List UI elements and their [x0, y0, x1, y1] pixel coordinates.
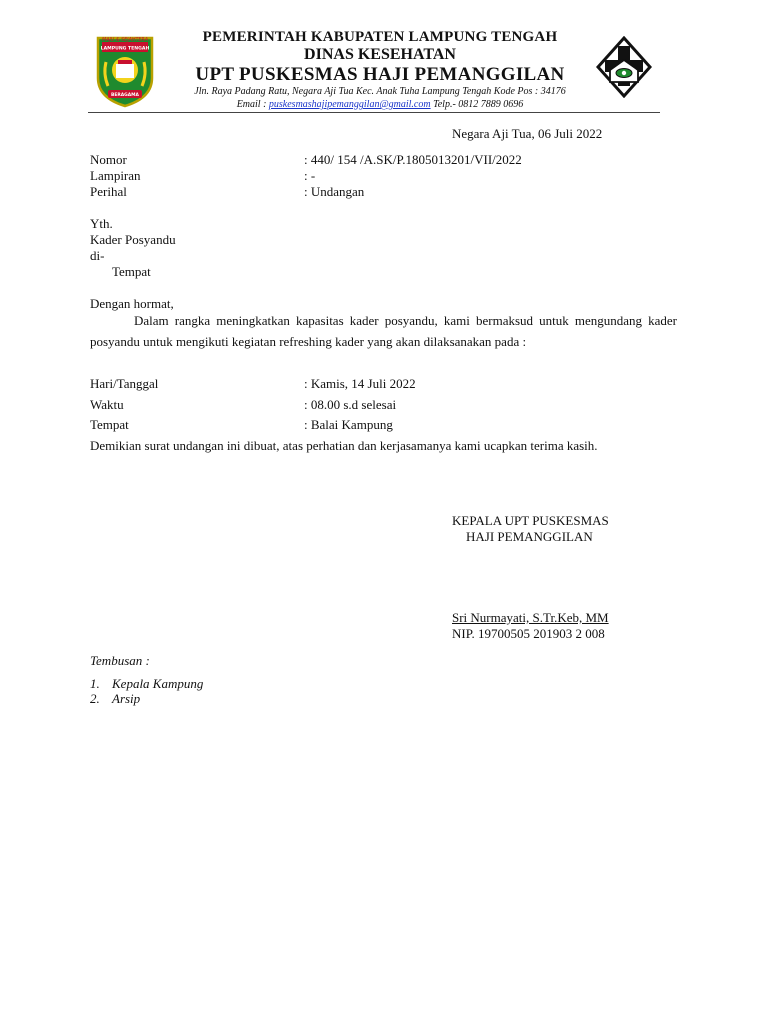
emblem-bottom-text: BERAGAMA [111, 93, 139, 98]
puskesmas-logo-icon [596, 36, 652, 98]
signature-title-2: HAJI PEMANGGILAN [466, 529, 593, 544]
letterhead-institution: UPT PUSKESMAS HAJI PEMANGGILAN [195, 64, 565, 85]
detail-label-place: Tempat [90, 417, 129, 432]
emblem-top-text: MAJU & SEJAHTERA [101, 38, 149, 44]
letterhead [88, 28, 660, 110]
email-link[interactable]: puskesmashajipemanggilan@gmail.com [268, 99, 431, 110]
cc-item-number: 2. [90, 691, 100, 706]
meta-value-nomor: : 440/ 154 /A.SK/P.1805013201/VII/2022 [304, 152, 522, 167]
cc-heading: Tembusan : [90, 653, 150, 668]
letterhead-department: DINAS KESEHATAN [304, 46, 456, 63]
letterhead-government: PEMERINTAH KABUPATEN LAMPUNG TENGAH [202, 29, 558, 45]
detail-value-time: : 08.00 s.d selesai [304, 397, 397, 412]
letterhead-divider [88, 112, 660, 113]
signature-name: Sri Nurmayati, S.Tr.Keb, MM [452, 610, 609, 625]
email-label: Email : [236, 99, 269, 110]
letterhead-text [160, 28, 600, 111]
recipient-name: Kader Posyandu [90, 232, 176, 247]
closing-paragraph: Demikian surat undangan ini dibuat, atas perhatian dan kerjasamanya kami ucapkan terima kasih. [90, 438, 598, 453]
letter-date: Negara Aji Tua, 06 Juli 2022 [452, 126, 603, 141]
detail-value-place: : Balai Kampung [304, 417, 393, 432]
cc-item-text: Arsip [112, 691, 141, 706]
letterhead-address: Jln. Raya Padang Ratu, Negara Aji Tua Kec. Anak Tuha Lampung Tengah Kode Pos : 34176 [194, 86, 566, 97]
cc-item-number: 1. [90, 676, 100, 691]
detail-label-date: Hari/Tanggal [90, 376, 159, 391]
detail-value-date: : Kamis, 14 Juli 2022 [304, 376, 416, 391]
meta-label-perihal: Perihal [90, 184, 127, 199]
emblem-ribbon-text: LAMPUNG TENGAH [100, 46, 150, 52]
detail-label-time: Waktu [90, 397, 124, 412]
meta-value-lampiran: : - [304, 168, 316, 183]
meta-label-nomor: Nomor [90, 152, 127, 167]
regency-emblem-icon [94, 34, 156, 108]
signature-title-1: KEPALA UPT PUSKESMAS [452, 513, 609, 528]
recipient-salutation: Yth. [90, 216, 113, 231]
meta-label-lampiran: Lampiran [90, 168, 141, 183]
recipient-place: Tempat [112, 264, 151, 279]
cc-item-text: Kepala Kampung [112, 676, 204, 691]
opening-paragraph [90, 310, 677, 352]
meta-value-perihal: : Undangan [304, 184, 365, 199]
phone-text: Telp.- 0812 7889 0696 [430, 99, 524, 110]
signature-nip: NIP. 19700505 201903 2 008 [452, 626, 605, 641]
letterhead-contact [160, 98, 600, 111]
opening-text: Dalam rangka meningkatkan kapasitas kader posyandu, kami bermaksud untuk mengundang kader posyandu untuk mengikuti kegiatan refreshing kader yang akan dilaksanakan pada : [90, 313, 677, 349]
greeting: Dengan hormat, [90, 296, 174, 311]
recipient-di: di- [90, 248, 105, 263]
